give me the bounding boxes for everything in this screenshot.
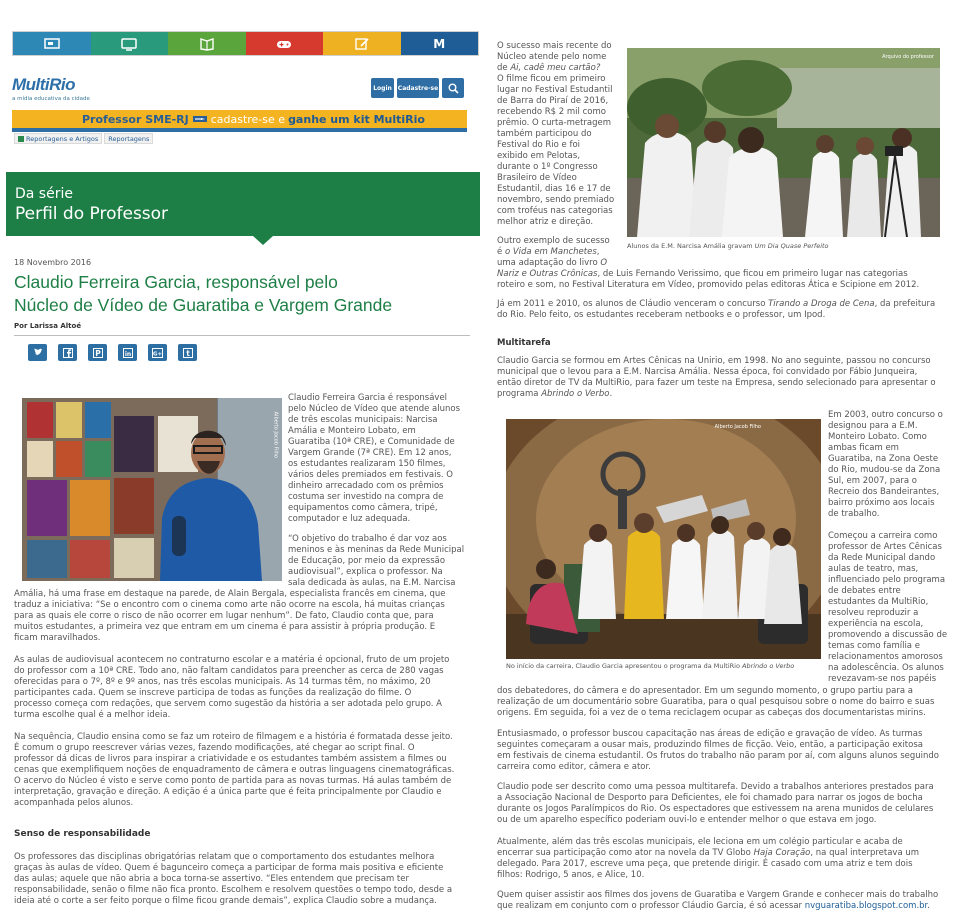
- text-line: É comum o grupo reescrever várias vezes, fazendo modificações, até chegar ao script final. O: [14, 743, 415, 753]
- paragraph-enthusiastic: [497, 729, 947, 773]
- text-line: Entusiasmado, o professor buscou capacitação nas áreas de edição e gravação de vídeo. As turmas: [497, 729, 923, 739]
- text-line: acompanhada pelos alunos.: [14, 798, 134, 808]
- text-line: durante o 1º Congresso: [497, 162, 598, 172]
- series-pointer: [253, 236, 273, 245]
- text-line: processo começa com redações, que servem como sugestão da história a ser adotada pelo grupo. A: [14, 699, 442, 709]
- facebook-icon: [63, 348, 73, 358]
- text-line: Recreio dos Bandeirantes,: [828, 487, 940, 497]
- divider: [14, 335, 470, 336]
- paragraph-2003: [828, 410, 953, 520]
- twitter-icon: [33, 348, 43, 357]
- text-line: [497, 63, 619, 74]
- article-date: 18 Novembro 2016: [14, 258, 92, 267]
- text-line: professor dá dicas de livros para inspirar a criatividade e os estudantes também assistem a filmes ou: [14, 754, 447, 764]
- text-line: participantes cada. Quem se inscreve participa de todas as funções da realização do filme. O: [14, 688, 412, 698]
- text-line: Claudio Garcia se formou em Artes Cênicas na Unirio, em 1998. No ano seguinte, passou no concurso: [497, 356, 931, 366]
- text-line: a Associação Nacional de Desporto para Deficientes, ele foi chamado para narrar os jogos de bocha: [497, 793, 923, 803]
- svg-text:in: in: [124, 350, 131, 358]
- text-line: da Rede Municipal dando: [828, 553, 936, 563]
- text-line: Sul, em 2007, para o: [828, 476, 918, 486]
- photo-students-image: [627, 48, 940, 237]
- caption-title: Um Dia Quase Perfeito: [754, 242, 829, 250]
- googleplus-icon: [152, 348, 163, 358]
- text-line: Núcleo atende pelo nome: [497, 52, 607, 62]
- text-line: Guaratiba, na Zona Oeste: [828, 454, 939, 464]
- photo-credit: Arquivo do professor: [882, 54, 934, 60]
- text-line: Amália e Monteiro Lobato, em: [288, 426, 416, 436]
- text-line: computador e luz adequada.: [288, 514, 411, 524]
- paragraph-career-full: [497, 686, 947, 719]
- paragraph-career-wrap: [828, 531, 953, 685]
- text-line: O filme ficou em primeiro: [497, 74, 606, 84]
- text-line: de três escolas municipais: Narcisa: [288, 415, 438, 425]
- text-line: do Rio. Pelo feito, os estudantes receberam netbooks e o professor, um Ipod.: [497, 310, 826, 320]
- paragraph-2011-2010: [497, 299, 947, 321]
- text-line: carreira como editor, câmera e ator.: [497, 762, 651, 772]
- paragraph-intro: [288, 393, 473, 525]
- text-line: experiência na escola,: [828, 619, 924, 629]
- paragraph-classes: [14, 655, 474, 721]
- paragraph-sequence: [14, 732, 474, 809]
- text-line: cenas que exemplifiquem noções de enquadramento de câmera e outras linguagens cinematográficas.: [14, 765, 455, 775]
- text-line: os estudantes realizaram 150 filmes,: [288, 459, 446, 469]
- svg-text:t: t: [185, 348, 190, 358]
- text-line: Vargem Grande (7ª CRE). Em 12 anos,: [288, 448, 452, 458]
- text-line: Em 2003, outro concurso o: [828, 410, 943, 420]
- text-line: Os professores das disciplinas obrigatórias relatam que o comportamento dos estudantes melhora: [14, 852, 435, 862]
- text-line: Quem quiser assistir aos filmes dos jovens de Guaratiba e Vargem Grande e conhecer mais do trabalho: [497, 890, 939, 900]
- svg-text:G+: G+: [152, 351, 163, 358]
- italic-text: Abrindo o Verbo: [541, 389, 610, 399]
- italic-text: o Vida em Manchetes: [504, 247, 597, 257]
- title-line: Núcleo de Vídeo de Guaratiba e Vargem Grande: [14, 295, 393, 315]
- italic-text: Nariz e Outras Crônicas: [497, 269, 598, 279]
- logo-tagline: a mídia educativa da cidade: [12, 96, 90, 102]
- tumblr-icon: [183, 348, 193, 358]
- text-line: influenciado pelo programa: [828, 575, 946, 585]
- text-line: [497, 848, 947, 859]
- text-line: seguintes começaram a ousar mais, produzindo filmes de ficção. Veio, então, a participação exitosa: [497, 740, 923, 750]
- text-line: temas como família e: [828, 641, 920, 651]
- breadcrumb-item[interactable]: [104, 133, 153, 144]
- text-line: em festivais de cinema estudantil. Os frutos do trabalho não param por aí, com alguns alunos seguindo: [497, 751, 939, 761]
- photo-credit: Alberto Jacob Filho: [714, 424, 761, 430]
- text-line: Claudio pode ser descrito como uma pessoa multitarefa. Devido a trabalhos anteriores prestados para: [497, 782, 934, 792]
- text-line: roteiro e som, no Festival Literatura em Vídeo, promovido pelas editoras Ática e Scipione em 2012.: [497, 280, 920, 290]
- text-line: filhos: Rodrigo, 5 anos, e Alice, 10.: [497, 870, 645, 880]
- text-segment: programa: [497, 389, 542, 399]
- share-twitter-button[interactable]: [28, 344, 47, 361]
- article-photo-claudio: [22, 398, 282, 581]
- text-line: revezavam-se nos papéis: [828, 674, 937, 684]
- text-line: [497, 299, 947, 310]
- series-header: [6, 172, 480, 236]
- nav-book-button[interactable]: [168, 32, 246, 55]
- text-line: recebendo R$ 2 mil como: [497, 107, 606, 117]
- text-line: também participou do: [497, 129, 592, 139]
- text-line: delegado. Para 2017, escreve uma peça, que pretende dirigir. É casado com uma atriz e tem dois: [497, 859, 913, 869]
- text-line: ou de um aparelho específico poderiam ouvi-lo e entender melhor o que estava em jogo.: [497, 815, 877, 825]
- text-line: novembro, sendo premiado: [497, 195, 615, 205]
- book-icon: [199, 37, 215, 51]
- text-line: de Barra do Piraí de 2016,: [497, 96, 609, 106]
- article-photo-abrindo-o-verbo: [506, 419, 821, 659]
- breadcrumb-label: Reportagens: [108, 134, 150, 143]
- nav-m-button[interactable]: [401, 32, 479, 55]
- text-line: ambas ficam em: [828, 443, 899, 453]
- text-line: de trabalho.: [828, 509, 880, 519]
- photo-claudio-image: [22, 398, 282, 581]
- text-line: [497, 247, 947, 258]
- multirio-logo[interactable]: [12, 75, 126, 103]
- text-line: promovendo a discussão de: [828, 630, 948, 640]
- text-segment: de: [497, 63, 511, 73]
- text-line: para as quais ele corre o risco de não ocorrer em lugar nenhum”. De fato, Claudio conta que, para: [14, 611, 434, 621]
- share-linkedin-button[interactable]: [118, 344, 137, 361]
- text-line: das aulas; aquele que não abria a boca torna-se assertivo. “Eles entendem que precisam ter: [14, 874, 409, 884]
- text-line: turma escolhe qual é a melhor ideia.: [14, 710, 171, 720]
- text-segment: ,: [596, 247, 600, 257]
- text-line: ideia até o corte a ser feito porque o filme ficou grande demais”, explica Claudio sobre a mudança.: [14, 896, 437, 906]
- text-line: oferecidas para o 7º, 8º e 9º anos, nas três escolas municipais. As 14 turmas têm, no máximo, 20: [14, 677, 431, 687]
- pinterest-icon: [93, 348, 103, 358]
- caption-text: No início da carreira, Claudio Garcia apresentou o programa da MultiRio: [506, 662, 742, 670]
- text-line: aulas de teatro, mas,: [828, 564, 919, 574]
- title-line: Claudio Ferreira Garcia, responsável pelo: [14, 272, 338, 292]
- text-segment[interactable]: nvguaratiba.blogspot.com.br: [804, 901, 928, 911]
- share-bar: [28, 344, 197, 361]
- video-class-icon: [44, 37, 60, 51]
- photo-credit: Alberto Jacob Filho: [272, 411, 278, 458]
- text-line: dos debatedores, do câmera e do apresentador. Em um segundo momento, o grupo partiu para a: [497, 686, 913, 696]
- register-button[interactable]: Cadastre-se: [397, 78, 439, 98]
- text-line: meninos e às meninas da Rede Municipal: [288, 545, 465, 555]
- text-line: graças às aulas de vídeo. Quem é bagunceiro começa a participar de forma mais positiva e eficiente: [14, 863, 444, 873]
- text-line: designou para a E.M.: [828, 421, 918, 431]
- tv-icon: [121, 37, 137, 51]
- share-facebook-button[interactable]: [58, 344, 77, 361]
- series-name: Perfil do Professor: [15, 204, 169, 224]
- text-line: Guaratiba (10ª CRE), e Comunidade de: [288, 437, 455, 447]
- promo-banner[interactable]: [12, 110, 467, 128]
- breadcrumb-label: Reportagens e Artigos: [26, 134, 99, 143]
- text-line: “O objetivo do trabalho é dar voz aos: [288, 534, 447, 544]
- paragraph-objective-wrap: [288, 534, 473, 589]
- text-line: melhor atriz e direção.: [497, 217, 594, 227]
- text-line: realização de um documentário sobre Guaratiba, para o qual pesquisou sobre o nome do bairro e suas: [497, 697, 935, 707]
- breadcrumb-square-icon: [18, 136, 24, 142]
- paragraph-currently: [497, 837, 947, 881]
- text-line: do professor com a 10ª CRE. Todo ano, não faltam candidatos para preencher as cerca de 280 vagas: [14, 666, 444, 676]
- italic-text: Ai, cadê meu cartão?: [510, 63, 601, 73]
- text-line: bairro próximo aos locais: [828, 498, 935, 508]
- text-segment: uma adaptação do livro: [497, 258, 601, 268]
- text-line: prêmio. O curta-metragem: [497, 118, 612, 128]
- search-icon: [448, 83, 459, 94]
- text-line: ficam maravilhados.: [14, 633, 101, 643]
- search-button[interactable]: [442, 78, 464, 98]
- text-line: O sucesso mais recente do: [497, 41, 612, 51]
- logo-text: MultiRio: [12, 75, 76, 94]
- text-segment: .: [927, 901, 930, 911]
- text-segment: .: [609, 389, 613, 399]
- text-line: [497, 901, 947, 912]
- paragraph-graduation: [497, 356, 947, 400]
- text-line: interpretação, gravação e direção. A edição é a única parte que é feita principalmente por Claudio e: [14, 787, 442, 797]
- text-line: exibido em Pelotas,: [497, 151, 581, 161]
- text-line: de Educação, por meio da expressão: [288, 556, 446, 566]
- text-segment: é: [497, 247, 505, 257]
- text-line: Estudantil, dias 16 e 17 de: [497, 184, 611, 194]
- text-line: [497, 258, 947, 269]
- text-segment: , na qual interpretava um: [810, 848, 920, 858]
- text-line: Amália, há uma frase em destaque na parede, de Alain Bergala, especialista francês em cinema, que: [14, 589, 446, 599]
- text-segment: Já em 2011 e 2010, os alunos de Cláudio venceram o concurso: [497, 299, 769, 309]
- text-line: na adolescência. Os alunos: [828, 663, 944, 673]
- promo-professor-text: Professor SME-RJ: [82, 112, 189, 126]
- series-prefix: Da série: [15, 186, 73, 202]
- nav-edit-button[interactable]: [323, 32, 401, 55]
- text-line: então diretor de TV da MultiRio, para fazer um teste na Empresa, sendo selecionado para apresentar o: [497, 378, 936, 388]
- text-segment: encerrar sua participação como ator na novela da TV Globo: [497, 848, 754, 858]
- subheading-responsibility: Senso de responsabilidade: [14, 829, 151, 839]
- article-photo-students-recording: [627, 48, 940, 237]
- share-googleplus-button[interactable]: [148, 344, 167, 361]
- text-line: Começou a carreira como: [828, 531, 938, 541]
- text-line: equipamentos como câmera, tripé,: [288, 503, 438, 513]
- share-pinterest-button[interactable]: [88, 344, 107, 361]
- text-line: muitos estudantes, a primeira vez que entram em um cinema é para assistir à própria produção. E: [14, 622, 436, 632]
- italic-text: O: [600, 258, 608, 268]
- text-line: estudantes da MultiRio,: [828, 597, 929, 607]
- share-tumblr-button[interactable]: [178, 344, 197, 361]
- nav-tv-button[interactable]: [91, 32, 169, 55]
- text-line: vários deles premiados em festivais. O: [288, 470, 453, 480]
- text-line: Atualmente, além das três escolas municipais, ele leciona em um colégio particular e acaba de: [497, 837, 903, 847]
- paragraph-multitask: [497, 782, 947, 826]
- text-line: Brasileiro de Vídeo: [497, 173, 577, 183]
- article-title: [14, 271, 474, 317]
- m-icon: M: [433, 36, 446, 51]
- breadcrumb: [14, 133, 153, 144]
- text-line: de debates entre: [828, 586, 901, 596]
- text-line: professor de Artes Cênicas: [828, 542, 942, 552]
- text-line: Outro exemplo de sucesso: [497, 236, 610, 246]
- promo-divider: [12, 128, 467, 132]
- text-segment: , de Luis Fernando Verissimo, que ficou em primeiro lugar nas categorias: [597, 269, 908, 279]
- text-line: municipal que o levou para a E.M. Narcisa Amália. Nessa época, foi convidado por Fábio Junqueira,: [497, 367, 918, 377]
- article-author: Por Larissa Altoé: [14, 322, 82, 330]
- text-line: com troféus nas categorias: [497, 206, 613, 216]
- photo-program-image: [506, 419, 821, 659]
- paragraph-recent-success: [497, 41, 619, 228]
- promo-register-text: cadastre-se e: [210, 112, 286, 126]
- text-line: O acervo do Núcleo é visto e serve como ponto de partida para as novas turmas. Há aulas também de: [14, 776, 452, 786]
- nav-game-button[interactable]: [246, 32, 324, 55]
- caption-title: Abrindo o Verbo: [742, 662, 795, 670]
- login-button[interactable]: Login: [371, 78, 394, 98]
- breadcrumb-item[interactable]: [14, 133, 102, 144]
- text-line: audiovisual”, explica o professor. Na: [288, 567, 443, 577]
- text-line: responsabilidade, senão o filme não fica pronto. Escolhem e resolvem questões o tempo todo, desde a: [14, 885, 453, 895]
- subheading-multitask: Multitarefa: [497, 338, 551, 348]
- text-line: [497, 269, 947, 280]
- paragraph-objective-full: [14, 589, 474, 644]
- edit-icon: [354, 37, 370, 51]
- text-line: resolveu reproduzir a: [828, 608, 919, 618]
- text-line: sala dedicada às aulas, na E.M. Narcisa: [288, 578, 456, 588]
- text-line: costuma ser investido na compra de: [288, 492, 444, 502]
- text-line: dinheiro arrecadado com os prêmios: [288, 481, 444, 491]
- text-line: Claudio Ferreira Garcia é responsável: [288, 393, 448, 403]
- paragraph-watch: [497, 890, 947, 912]
- text-line: Na sequência, Claudio ensina como se faz um roteiro de filmagem e a história é formatada desse jeito.: [14, 732, 453, 742]
- text-line: Monteiro Lobato. Como: [828, 432, 927, 442]
- text-line: relacionamentos amorosos: [828, 652, 943, 662]
- text-line: Festival do Rio e foi: [497, 140, 581, 150]
- promo-kit-text: ganhe um kit MultiRio: [288, 112, 425, 126]
- linkedin-icon: [123, 348, 133, 358]
- photo-caption-program: [506, 662, 794, 670]
- text-segment: que realizam em conjunto com o professor Cláudio Garcia, é só acessar: [497, 901, 805, 911]
- paragraph-another-success: [497, 236, 947, 291]
- italic-text: Haja Coração: [753, 848, 811, 858]
- top-nav-bar: [12, 31, 479, 56]
- text-segment: , da prefeitura: [874, 299, 936, 309]
- text-line: lugar no Festival Estudantil: [497, 85, 613, 95]
- text-line: [497, 389, 947, 400]
- svg-text:P: P: [94, 348, 101, 358]
- text-line: origens. Em seguida, foi a vez de o tema reciclagem ocupar as cabeças dos documentaristas mirins.: [497, 708, 926, 718]
- gamepad-icon: [276, 37, 292, 51]
- italic-text: Tirando a Droga de Cena: [768, 299, 875, 309]
- text-line: pelo Núcleo de Vídeo que atende alunos: [288, 404, 461, 414]
- text-line: do Rio, mudou-se da Zona: [828, 465, 941, 475]
- text-line: traduz a iniciativa: “Se o encontro com o cinema como arte não ocorre na escola, há muitas crianças: [14, 600, 445, 610]
- text-line: durante os Jogos Paralímpicos do Rio. Os espectadores que estivessem na arena munidos de celulares: [497, 804, 934, 814]
- text-line: As aulas de audiovisual acontecem no contraturno escolar e a matéria é opcional, fruto de um projeto: [14, 655, 450, 665]
- arrow-right-icon: [193, 114, 207, 124]
- caption-text: Alunos da E.M. Narcisa Amália gravam: [627, 242, 755, 250]
- paragraph-teachers: [14, 852, 474, 907]
- nav-video-class-button[interactable]: [13, 32, 91, 55]
